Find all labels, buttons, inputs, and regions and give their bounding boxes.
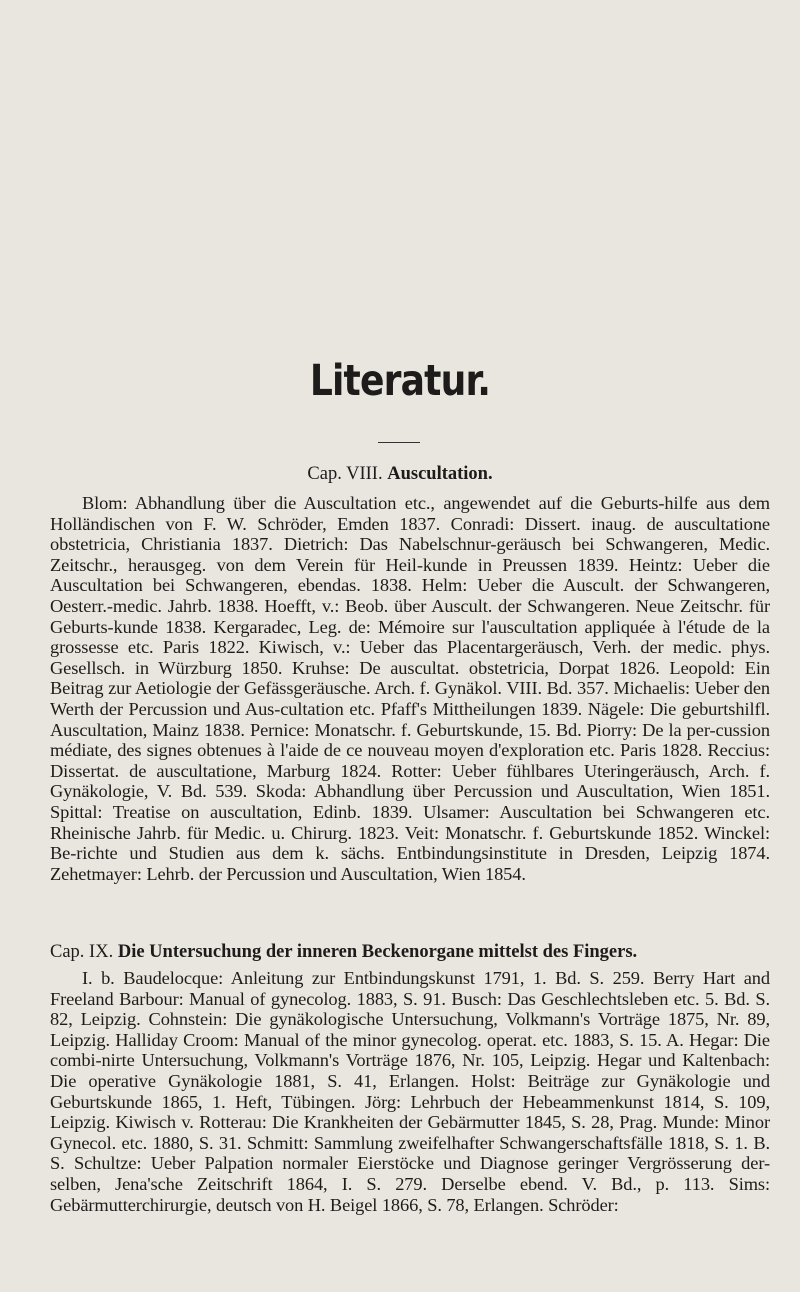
section-number: Cap. IX. [50, 942, 114, 962]
section-number: Cap. VIII. [307, 464, 383, 484]
section-heading-cap-9 [50, 940, 770, 964]
page-title: Literatur. [309, 356, 491, 406]
section-heading-cap-8 [0, 462, 800, 486]
section-title: Die Untersuchung der inneren Beckenorgane mittelst des Fingers. [117, 942, 638, 962]
title-divider [378, 442, 420, 443]
section-text-cap-9: I. b. Baudelocque: Anleitung zur Entbindungskunst 1791, 1. Bd. S. 259. Berry Hart and Freeland Barbour: Manual of gynecolog. 1883, S. 91. Busch: Das Geschlechtsleben etc. 5. Bd. S. 82, Leipzig. Cohnstein: Die gynäkologische Untersuchung, Volkmann's Vorträge 1875, Nr. 89, Leipzig. Halliday Croom: Manual of the minor gynecolog. operat. etc. 1883, S. 15. A. Hegar: Die combi-nirte Untersuchung, Volkmann's Vorträge 1876, Nr. 105, Leipzig. Hegar und Kaltenbach: Die operative Gynäkologie 1881, S. 41, Erlangen. Holst: Beiträge zur Gynäkologie und Geburtskunde 1865, 1. Heft, Tübingen. Jörg: Lehrbuch der Hebeammenkunst 1814, S. 109, Leipzig. Kiwisch v. Rotterau: Die Krankheiten der Gebärmutter 1845, S. 28, Prag. Munde: Minor Gynecol. etc. 1880, S. 31. Schmitt: Sammlung zweifelhafter Schwangerschaftsfälle 1818, S. 1. B. S. Schultze: Ueber Palpation normaler Eierstöcke und Diagnose geringer Vergrösserung der-selben, Jena'sche Zeitschrift 1864, I. S. 279. Derselbe ebend. V. Bd., p. 113. Sims: Gebärmutterchirurgie, deutsch von H. Beigel 1866, S. 78, Erlangen. Schröder: [50, 968, 770, 1215]
section-title: Auscultation. [387, 464, 493, 484]
section-text-cap-8: Blom: Abhandlung über die Auscultation etc., angewendet auf die Geburts-hilfe aus dem Holländischen von F. W. Schröder, Emden 1837. Conradi: Dissert. inaug. de auscultatione obstetricia, Christiania 1837. Dietrich: Das Nabelschnur-geräusch bei Schwangeren, Medic. Zeitschr., herausgeg. von dem Verein für Heil-kunde in Preussen 1839. Heintz: Ueber die Auscultation bei Schwangeren, ebendas. 1838. Helm: Ueber die Auscult. der Schwangeren, Oesterr.-medic. Jahrb. 1838. Hoefft, v.: Beob. über Auscult. der Schwangeren. Neue Zeitschr. für Geburts-kunde 1838. Kergaradec, Leg. de: Mémoire sur l'auscultation appliquée à l'étude de la grossesse etc. Paris 1822. Kiwisch, v.: Ueber das Placentargeräusch, Verh. der medic. phys. Gesellsch. in Würzburg 1850. Kruhse: De auscultat. obstetricia, Dorpat 1826. Leopold: Ein Beitrag zur Aetiologie der Gefässgeräusche. Arch. f. Gynäkol. VIII. Bd. 357. Michaelis: Ueber den Werth der Percussion und Aus-cultation etc. Pfaff's Mittheilungen 1839. Nägele: Die geburtshilfl. Auscultation, Mainz 1838. Pernice: Monatschr. f. Geburtskunde, 15. Bd. Piorry: De la per-cussion médiate, des signes obtenues à l'aide de ce nouveau moyen d'exploration etc. Paris 1828. Reccius: Dissertat. de auscultatione, Marburg 1824. Rotter: Ueber fühlbares Uteringeräusch, Arch. f. Gynäkologie, V. Bd. 539. Skoda: Abhandlung über Percussion und Auscultation, Wien 1851. Spittal: Treatise on auscultation, Edinb. 1839. Ulsamer: Auscultation bei Schwangeren etc. Rheinische Jahrb. für Medic. u. Chirurg. 1823. Veit: Monatschr. f. Geburtskunde 1852. Winckel: Be-richte und Studien aus dem k. sächs. Entbindungsinstitute in Dresden, Leipzig 1874. Zehetmayer: Lehrb. der Percussion und Auscultation, Wien 1854. [50, 493, 770, 884]
